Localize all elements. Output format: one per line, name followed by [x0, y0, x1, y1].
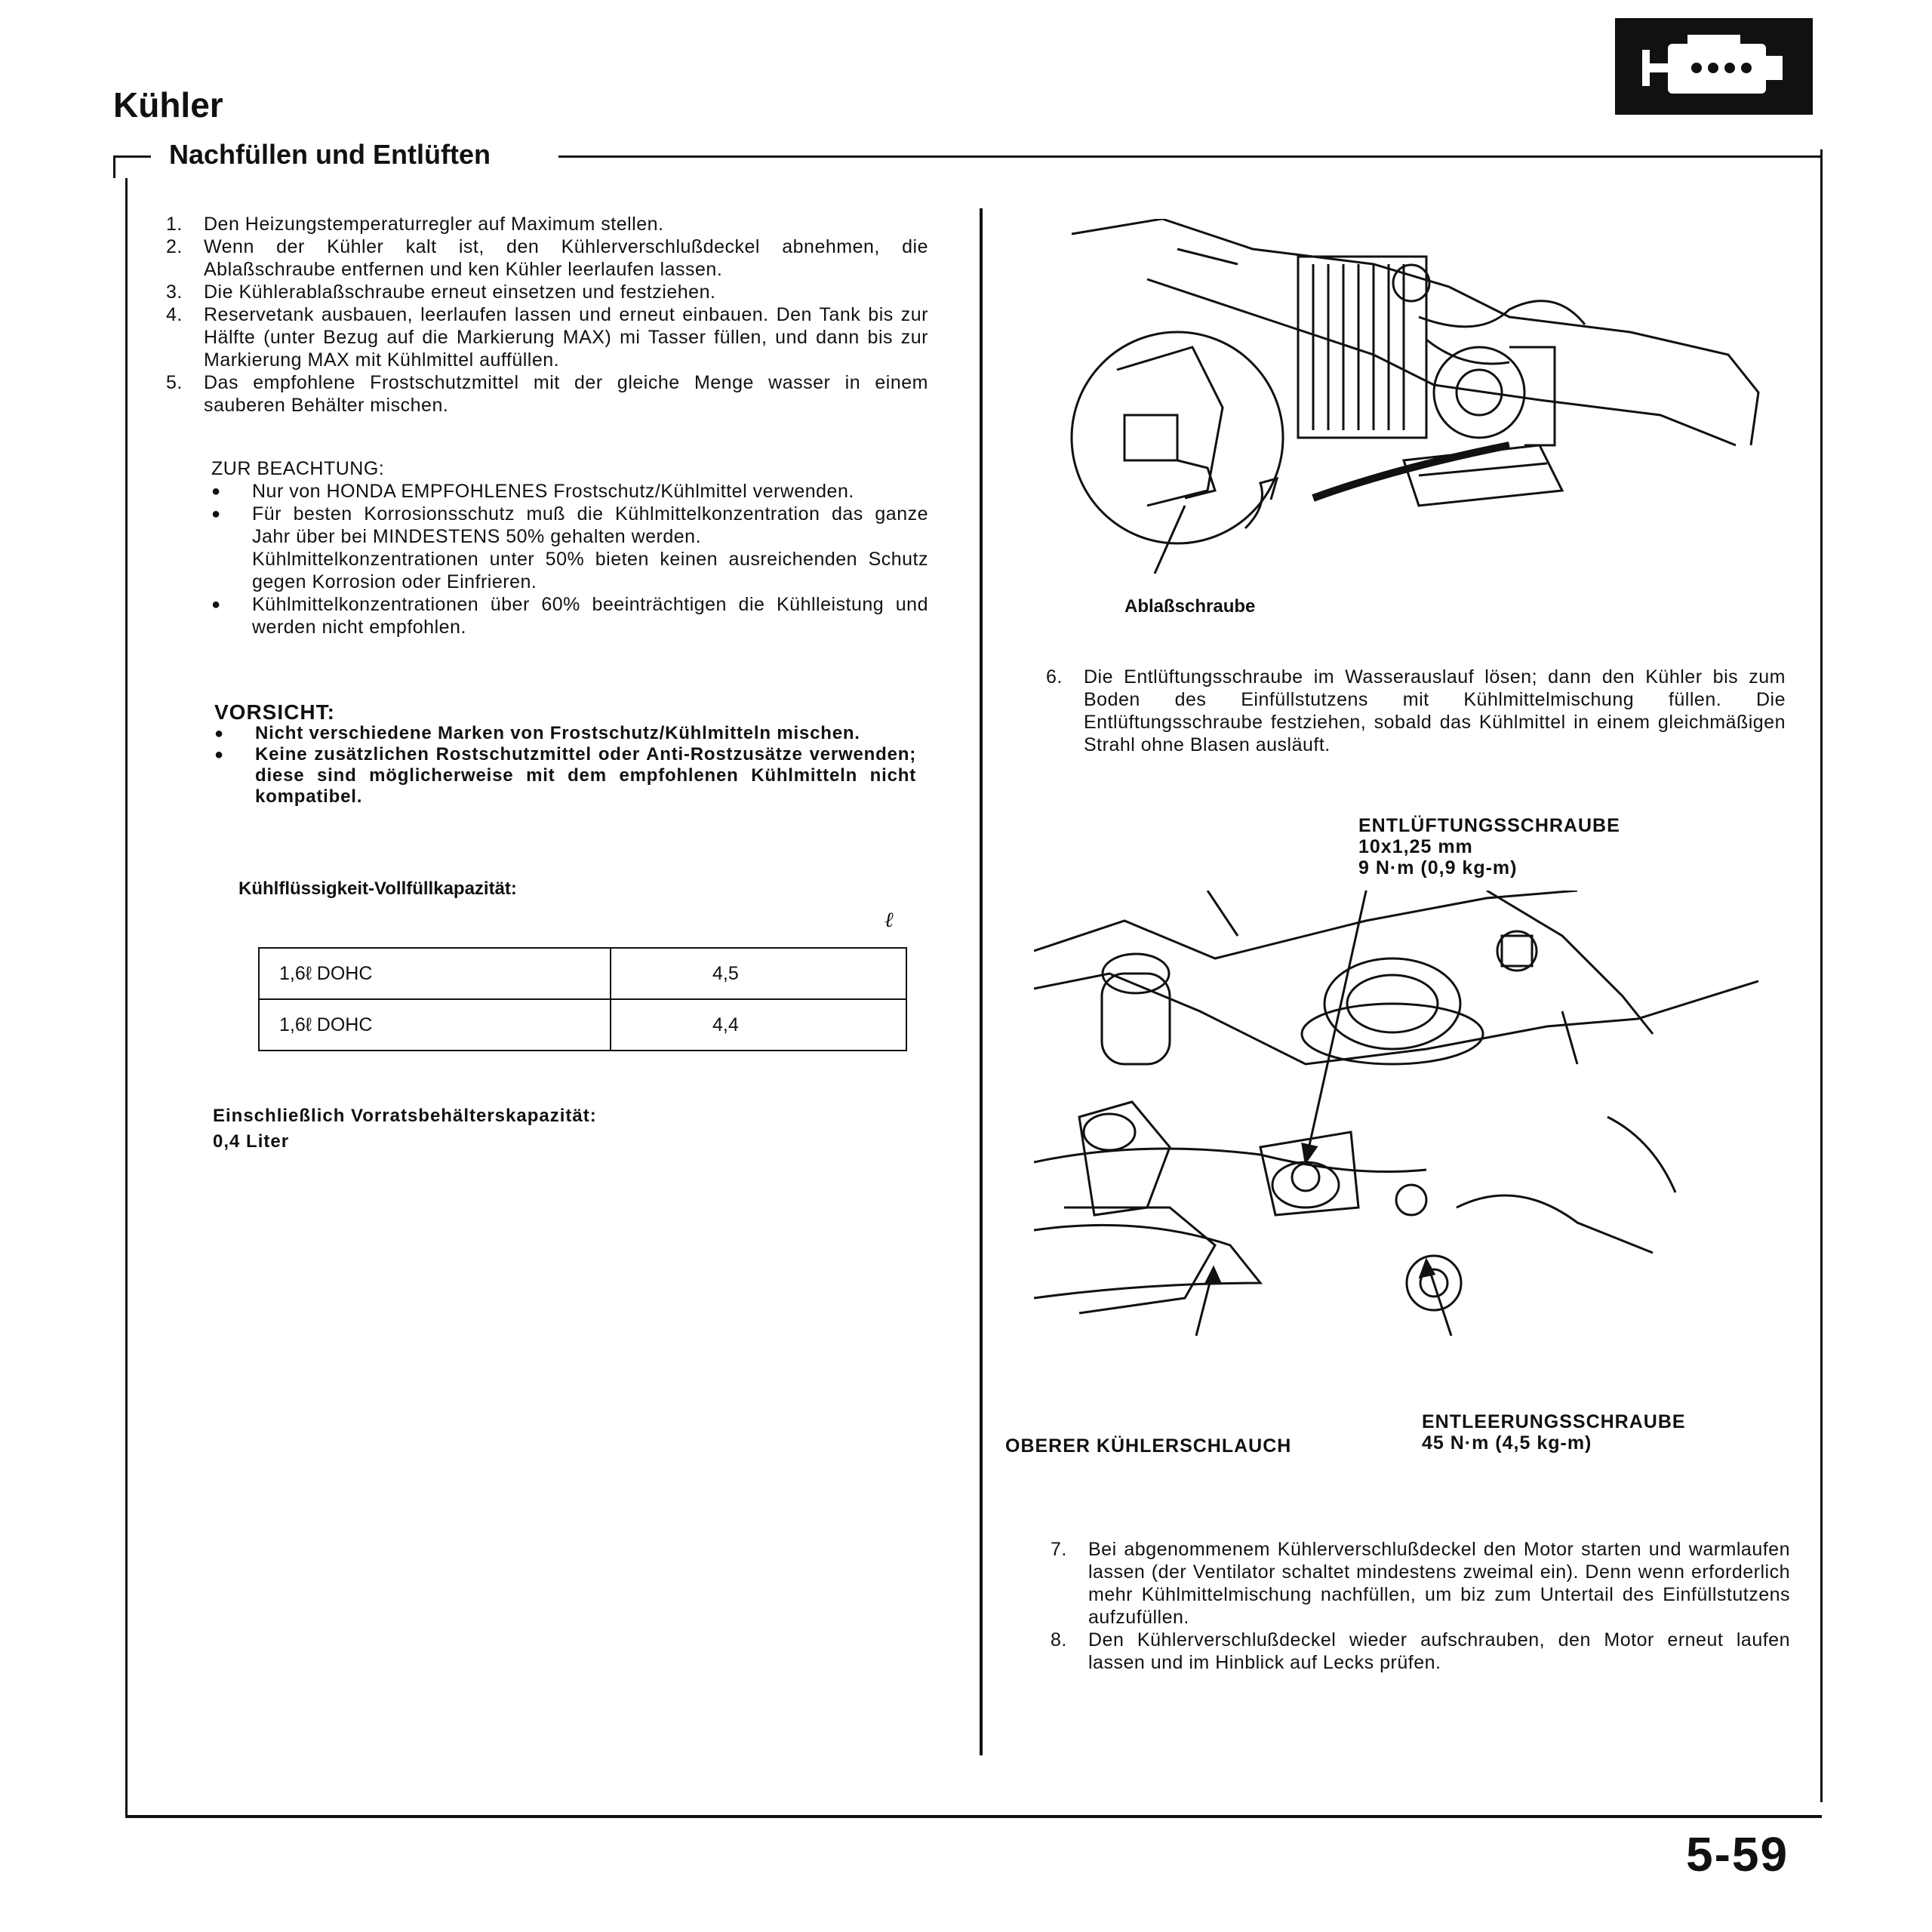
radiator-drain-illustration — [1057, 219, 1766, 626]
table-cell-engine: 1,6ℓ DOHC — [259, 999, 611, 1051]
reserve-capacity: Einschließlich Vorratsbehälterskapazität: 0,4 Liter — [213, 1106, 597, 1152]
drain-bolt-callout: ENTLEERUNGSSCHRAUBE 45 N·m (4,5 kg-m) — [1422, 1411, 1686, 1454]
frame-line — [125, 178, 128, 1816]
right-steps-a — [1046, 666, 1786, 756]
list-item: ● Keine zusätzlichen Rostschutzmittel oder Anti-Rostzusätze verwenden; diese sind möglicherweise mit dem empfohlenen Kühlmitteln nicht kompatibel. — [214, 744, 916, 808]
table-cell-value: 4,5 — [611, 948, 906, 999]
table-cell-engine: 1,6ℓ DOHC — [259, 948, 611, 999]
list-item: 3. Die Kühlerablaßschraube erneut einsetzen und festziehen. — [166, 281, 716, 303]
list-item: 1. Den Heizungstemperaturregler auf Maximum stellen. — [166, 214, 664, 235]
table-row — [259, 948, 906, 999]
bleed-bolt-callout: ENTLÜFTUNGSSCHRAUBE 10x1,25 mm 9 N·m (0,9 kg-m) — [1358, 815, 1620, 878]
list-item: ● Für besten Korrosionsschutz muß die Kühlmittelkonzentration das ganze Jahr über bei MINDESTENS 50% gehalten werden. Kühlmittelkonzentrationen unter 50% bieten keinen ausreichenden Schutz gegen Korrosion oder Einfrieren. — [211, 503, 928, 593]
list-item: 8. Den Kühlerverschlußdeckel wieder aufschrauben, den Motor erneut laufen lassen und im Hinblick auf Lecks prüfen. — [1051, 1629, 1790, 1673]
right-steps-b — [1051, 1538, 1790, 1674]
bleed-bolt-illustration — [1034, 891, 1758, 1343]
section-title: Nachfüllen und Entlüften — [158, 139, 501, 171]
list-item: 2. Wenn der Kühler kalt ist, den Kühlerverschlußdeckel abnehmen, die Ablaßschraube entfernen und ken Kühler leerlaufen lassen. — [166, 236, 928, 280]
list-item: ● Nur von HONDA EMPFOHLENES Frostschutz/Kühlmittel verwenden. — [211, 480, 928, 503]
left-steps — [166, 213, 928, 417]
frame-line — [113, 155, 115, 178]
engine-icon — [1615, 18, 1813, 115]
list-item: 7. Bei abgenommenem Kühlerverschlußdeckel den Motor starten und warmlaufen lassen (der Ventilator schaltet mindestens zweimal ein). Denn wenn erforderlich mehr Kühlmittelmischung nachfüllen, um biz zum Untertail des Einfüllstutzens aufzufüllen. — [1051, 1539, 1790, 1628]
capacity-heading: Kühlflüssigkeit-Vollfüllkapazität: — [238, 878, 517, 899]
list-item: ● Kühlmittelkonzentrationen über 60% beeinträchtigen die Kühlleistung und werden nicht empfohlen. — [211, 593, 928, 638]
frame-line — [125, 1815, 1822, 1818]
capacity-table — [258, 947, 907, 1051]
frame-line — [1820, 149, 1823, 1802]
note-heading: ZUR BEACHTUNG: — [211, 458, 385, 479]
upper-hose-callout: OBERER KÜHLERSCHLAUCH — [1005, 1435, 1292, 1457]
warning-list — [214, 723, 916, 808]
frame-line — [113, 155, 151, 158]
list-item: ● Nicht verschiedene Marken von Frostschutz/Kühlmitteln mischen. — [214, 723, 916, 744]
page-number: 5-59 — [1686, 1827, 1789, 1881]
note-extra: Kühlmittelkonzentrationen unter 50% bieten keinen ausreichenden Schutz gegen Korrosion oder Einfrieren. — [252, 549, 928, 592]
unit-symbol: ℓ — [884, 907, 894, 932]
list-item: 5. Das empfohlene Frostschutzmittel mit der gleiche Menge wasser in einem sauberen Behälter mischen. — [166, 372, 928, 416]
frame-line — [558, 155, 1820, 158]
table-row — [259, 999, 906, 1051]
page-title: Kühler — [113, 85, 223, 125]
drain-plug-label: Ablaßschraube — [1124, 596, 1256, 617]
table-cell-value: 4,4 — [611, 999, 906, 1051]
list-item: 6. Die Entlüftungsschraube im Wasserauslauf lösen; dann den Kühler bis zum Boden des Einfüllstutzens mit Kühlmittelmischung füllen. Die Entlüftungsschraube festziehen, sobald das Kühlmittel in einem gleichmäßigen Strahl ohne Blasen ausläuft. — [1046, 666, 1786, 755]
column-divider — [980, 208, 983, 1755]
list-item: 4. Reservetank ausbauen, leerlaufen lassen und erneut einbauen. Den Tank bis zur Hälfte (unter Bezug auf die Markierung MAX) mi Tasser füllen, und dann bis zur Markierung MAX mit Kühlmittel auffüllen. — [166, 304, 928, 371]
warning-heading: VORSICHT: — [214, 700, 335, 724]
note-list — [211, 480, 928, 638]
